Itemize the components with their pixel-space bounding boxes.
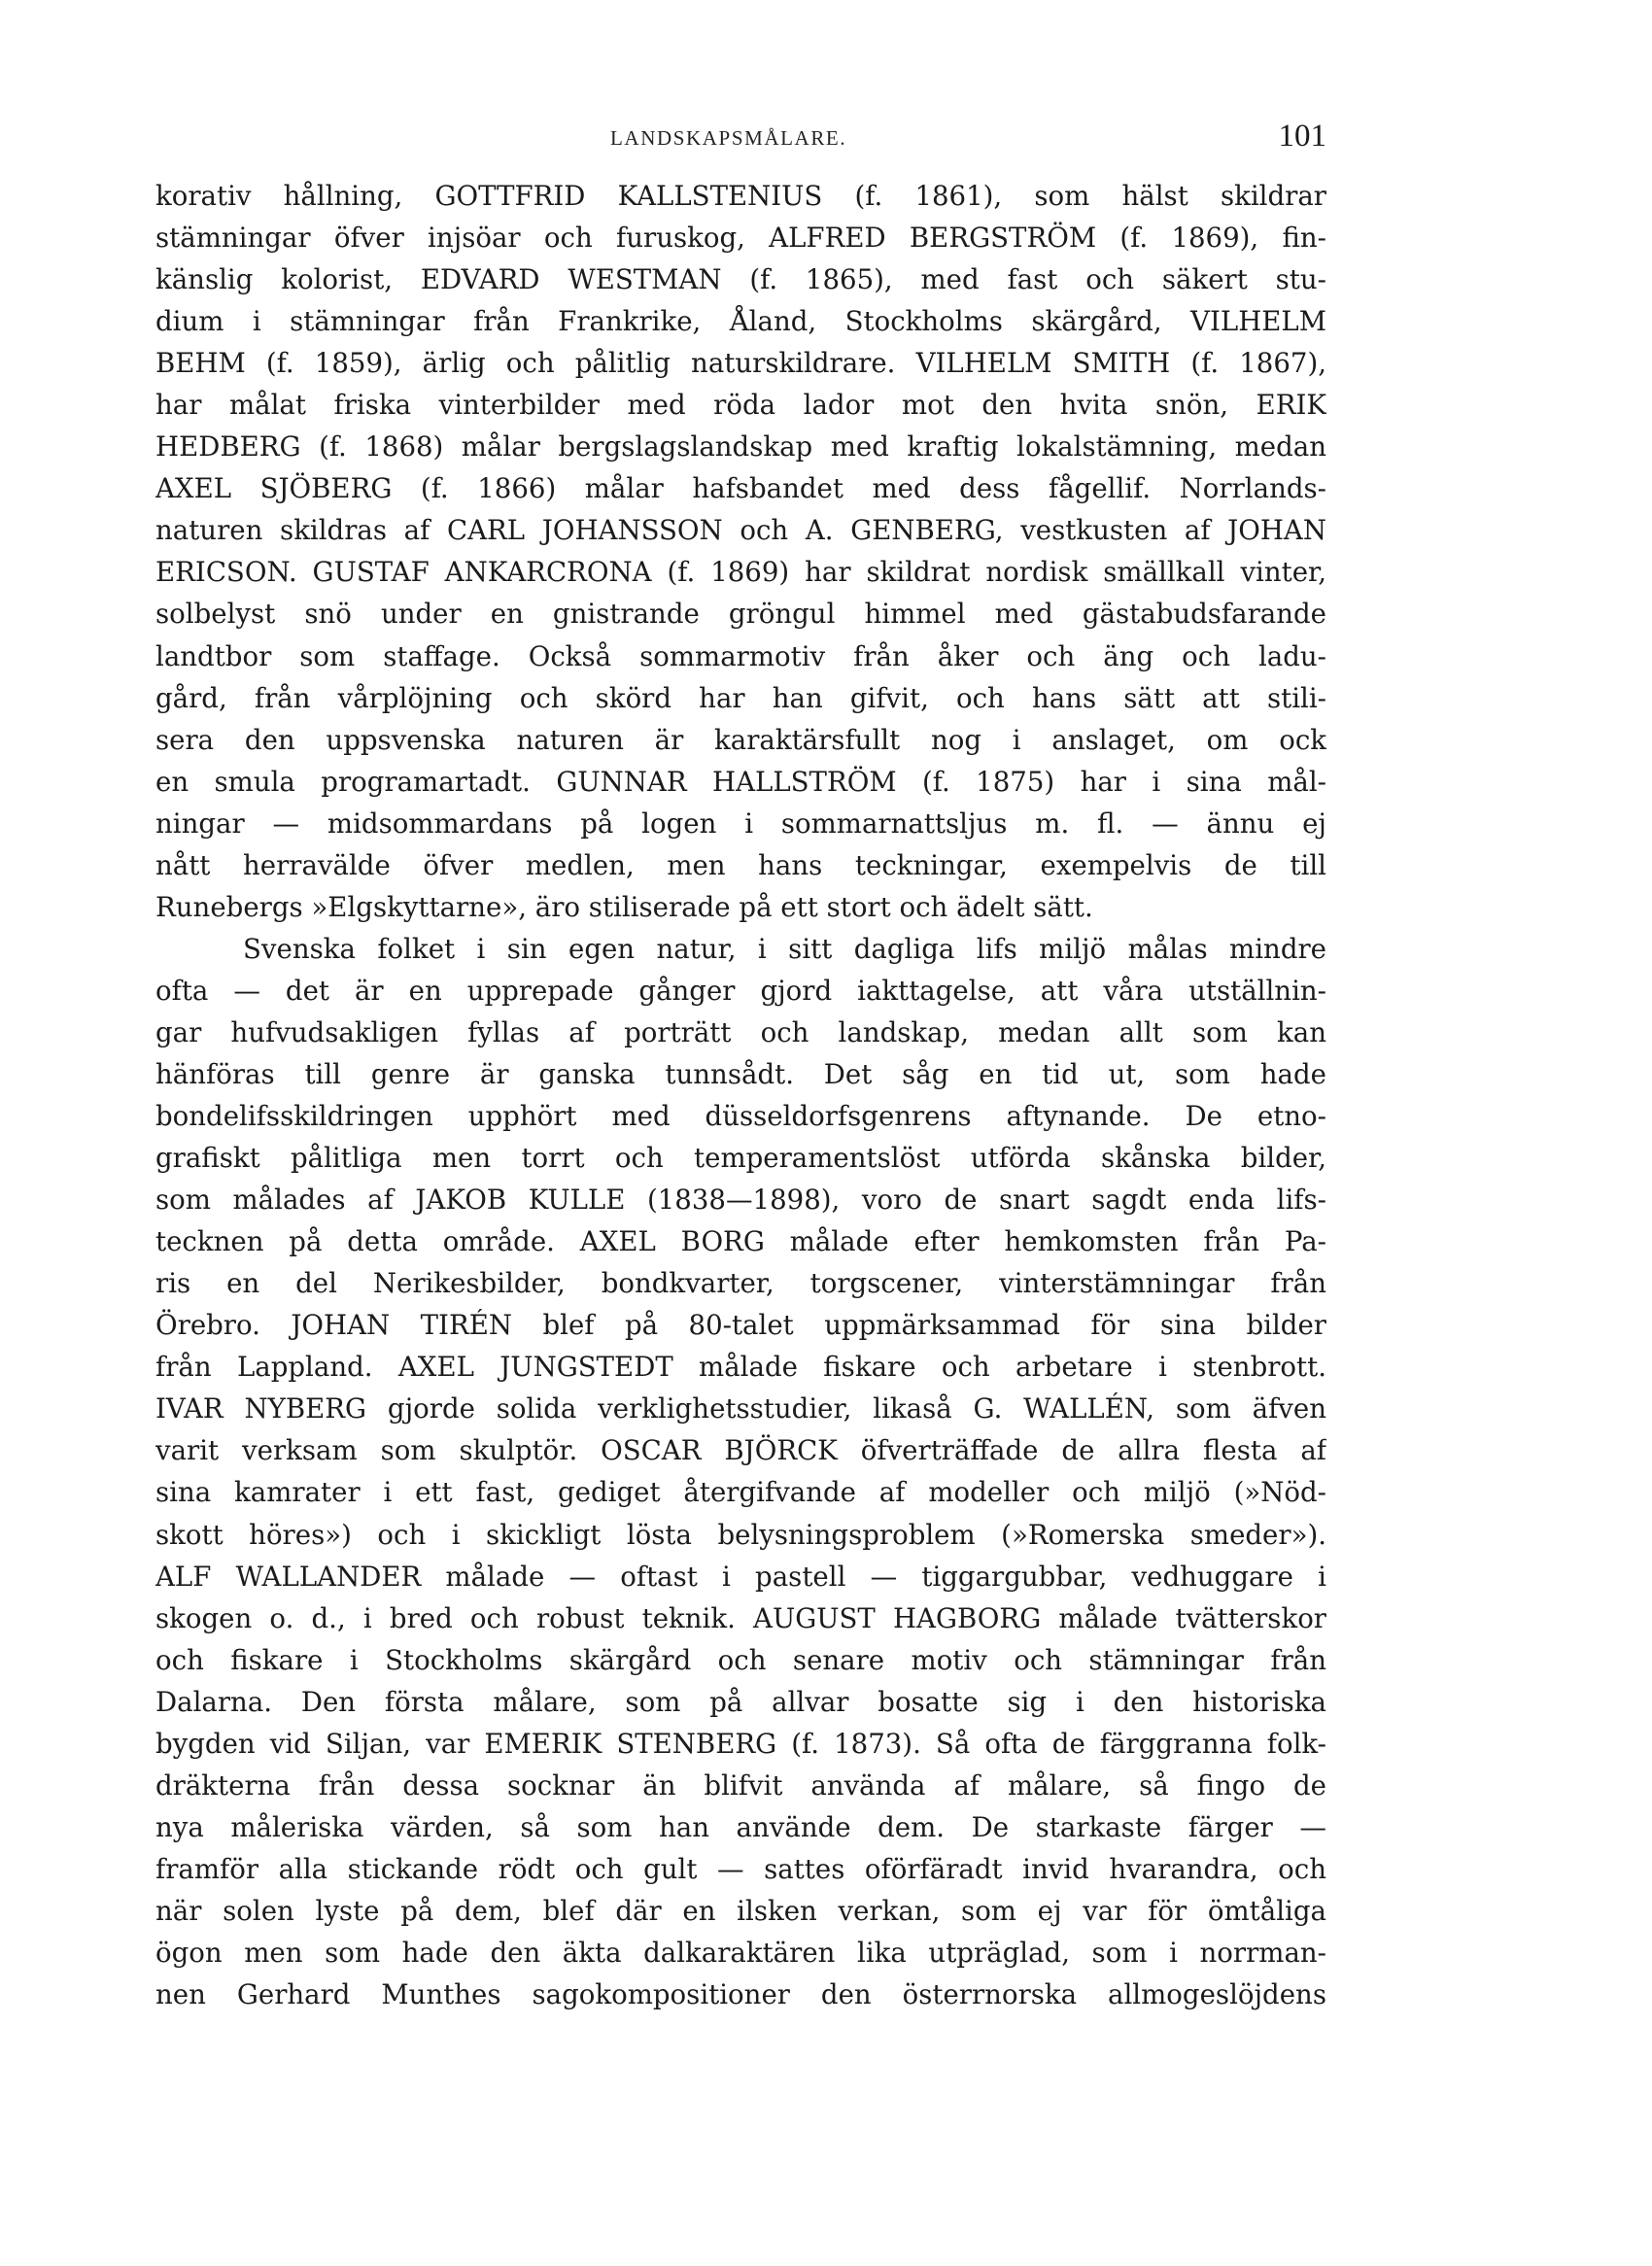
text-line: framför alla stickande rödt och gult — sattes oförfäradt invid hvarandra, och [155,1852,1326,1885]
text-line: BEHM (f. 1859), ärlig och pålitlig naturskildrare. VILHELM SMITH (f. 1867), [155,347,1326,380]
paragraph [155,928,1326,2015]
text-line: nått herravälde öfver medlen, men hans teckningar, exempelvis de till [155,848,1326,881]
page-number: 101 [1278,119,1326,154]
text-line: sera den uppsvenska naturen är karaktärsfullt nog i anslaget, om ock [155,723,1326,756]
text-line: ögon men som hade den äkta dalkaraktären lika utpräglad, som i norrman- [155,1936,1326,1969]
text-line: känslig kolorist, EDVARD WESTMAN (f. 1865), med fast och säkert stu- [155,263,1326,296]
text-line: skogen o. d., i bred och robust teknik. AUGUST HAGBORG målade tvätterskor [155,1601,1326,1634]
text-line: korativ hållning, GOTTFRID KALLSTENIUS (f. 1861), som hälst skildrar [155,180,1326,212]
text-line: Örebro. JOHAN TIRÉN blef på 80-talet uppmärksammad för sina bilder [155,1309,1326,1342]
text-line: nen Gerhard Munthes sagokompositioner den österrnorska allmogeslöjdens [155,1978,1326,2011]
text-line: när solen lyste på dem, blef där en ilsken verkan, som ej var för ömtåliga [155,1894,1326,1927]
text-line: naturen skildras af CARL JOHANSSON och A. GENBERG, vestkusten af JOHAN [155,514,1326,547]
text-line: skott höres») och i skickligt lösta belysningsproblem (»Romerska smeder»). [155,1518,1326,1551]
text-line: och fiskare i Stockholms skärgård och senare motiv och stämningar från [155,1643,1326,1676]
paragraph [155,175,1326,928]
text-line: varit verksam som skulptör. OSCAR BJÖRCK öfverträffade de allra flesta af [155,1434,1326,1467]
text-line: dium i stämningar från Frankrike, Åland, Stockholms skärgård, VILHELM [155,305,1326,338]
body-text [155,175,1326,2015]
text-line: en smula programartadt. GUNNAR HALLSTRÖM (f. 1875) har i sina mål- [155,765,1326,798]
text-line: grafiskt pålitliga men torrt och temperamentslöst utförda skånska bilder, [155,1142,1326,1175]
text-line: ERICSON. GUSTAF ANKARCRONA (f. 1869) har skildrat nordisk smällkall vinter, [155,556,1326,589]
text-line: HEDBERG (f. 1868) målar bergslagslandskap med kraftig lokalstämning, medan [155,430,1326,464]
text-line: ris en del Nerikesbilder, bondkvarter, torgscener, vinterstämningar från [155,1267,1326,1300]
text-line: solbelyst snö under en gnistrande gröngul himmel med gästabudsfarande [155,598,1326,631]
text-line: ningar — midsommardans på logen i sommarnattsljus m. fl. — ännu ej [155,807,1326,840]
text-line: från Lappland. AXEL JUNGSTEDT målade fiskare och arbetare i stenbrott. [155,1351,1326,1384]
text-line: dräkterna från dessa socknar än blifvit använda af målare, så fingo de [155,1768,1326,1802]
running-head [155,119,1326,161]
text-line: ALF WALLANDER målade — oftast i pastell — tiggargubbar, vedhuggare i [155,1560,1326,1593]
text-line: Svenska folket i sin egen natur, i sitt dagliga lifs miljö målas mindre [243,932,1326,965]
text-line: nya måleriska värden, så som han använde dem. De starkaste färger — [155,1810,1326,1843]
text-line: hänföras till genre är ganska tunnsådt. Det såg en tid ut, som hade [155,1057,1326,1090]
text-line: stämningar öfver injsöar och furuskog, ALFRED BERGSTRÖM (f. 1869), fin- [155,222,1326,255]
text-line: AXEL SJÖBERG (f. 1866) målar hafsbandet med dess fågellif. Norrlands- [155,472,1326,505]
text-line: gar hufvudsakligen fyllas af porträtt och landskap, medan allt som kan [155,1015,1326,1048]
text-line: ofta — det är en upprepade gånger gjord iakttagelse, att våra utställnin- [155,974,1326,1007]
text-line: som målades af JAKOB KULLE (1838—1898), voro de snart sagdt enda lifs- [155,1184,1326,1217]
text-line: landtbor som staffage. Också sommarmotiv från åker och äng och ladu- [155,639,1326,672]
text-line: sina kamrater i ett fast, gediget återgifvande af modeller och miljö (»Nöd- [155,1476,1326,1509]
text-line: har målat friska vinterbilder med röda lador mot den hvita snön, ERIK [155,389,1326,422]
text-line: Runebergs »Elgskyttarne», äro stiliserade på ett stort och ädelt sätt. [155,890,1093,923]
text-line: bygden vid Siljan, var EMERIK STENBERG (f. 1873). Så ofta de färggranna folk- [155,1727,1326,1760]
text-line: IVAR NYBERG gjorde solida verklighetsstudier, likaså G. WALLÉN, som äfven [155,1392,1326,1425]
text-line: gård, från vårplöjning och skörd har han gifvit, och hans sätt att stili- [155,681,1326,714]
running-title: LANDSKAPSMÅLARE. [610,126,847,150]
text-line: bondelifsskildringen upphört med düsseldorfsgenrens aftynande. De etno- [155,1100,1326,1133]
text-line: Dalarna. Den första målare, som på allvar bosatte sig i den historiska [155,1685,1326,1718]
text-line: tecknen på detta område. AXEL BORG målade efter hemkomsten från Pa- [155,1225,1326,1258]
